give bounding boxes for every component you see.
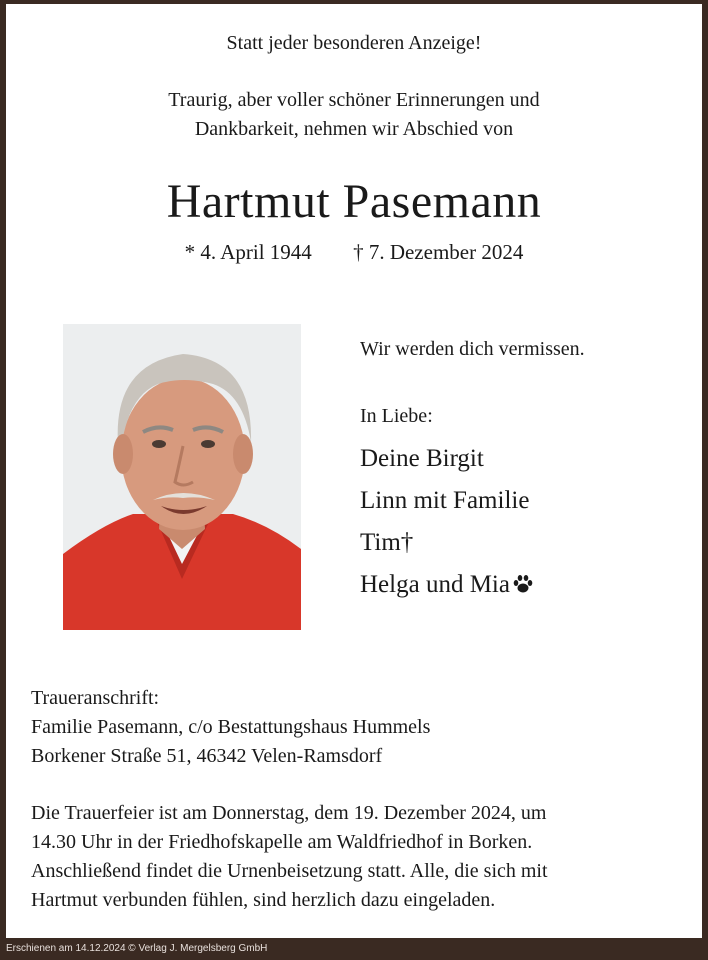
ceremony-notice xyxy=(31,799,691,915)
ceremony-line-3: Anschließend findet die Urnenbeisetzung statt. Alle, die sich mit xyxy=(31,860,548,882)
mourner-3: Tim† xyxy=(360,529,414,556)
address-line-1: Familie Pasemann, c/o Bestattungshaus Hummels xyxy=(31,716,431,738)
deceased-name: Hartmut Pasemann xyxy=(166,175,542,228)
address-label: Traueranschrift: xyxy=(31,687,160,709)
obituary-card xyxy=(6,4,702,938)
intro-text-line-1: Traurig, aber voller schöner Erinnerungen und xyxy=(168,89,540,111)
mourner-4 xyxy=(360,571,534,599)
life-dates xyxy=(6,240,702,265)
mourning-address xyxy=(31,684,430,771)
death-date: † 7. Dezember 2024 xyxy=(353,240,524,264)
intro-text xyxy=(6,86,702,144)
love-label: In Liebe: xyxy=(360,405,433,427)
portrait-illustration xyxy=(63,324,301,630)
mourner-2: Linn mit Familie xyxy=(360,487,530,514)
ceremony-line-4: Hartmut verbunden fühlen, sind herzlich dazu eingeladen. xyxy=(31,889,496,911)
intro-heading: Statt jeder besonderen Anzeige! xyxy=(226,32,482,54)
address-line-2: Borkener Straße 51, 46342 Velen-Ramsdorf xyxy=(31,745,383,767)
birth-date: * 4. April 1944 xyxy=(184,240,312,264)
publication-footer: Erschienen am 14.12.2024 © Verlag J. Mergelsberg GmbH xyxy=(0,938,708,960)
ceremony-line-1: Die Trauerfeier ist am Donnerstag, dem 19. Dezember 2024, um xyxy=(31,802,547,824)
portrait-photo xyxy=(63,324,301,630)
intro-text-line-2: Dankbarkeit, nehmen wir Abschied von xyxy=(194,118,514,140)
ceremony-line-2: 14.30 Uhr in der Friedhofskapelle am Waldfriedhof in Borken. xyxy=(31,831,533,853)
mourner-1: Deine Birgit xyxy=(360,445,484,472)
paw-icon xyxy=(512,573,534,593)
mourner-4-label: Helga und Mia xyxy=(360,571,510,598)
missing-text: Wir werden dich vermissen. xyxy=(360,338,585,360)
